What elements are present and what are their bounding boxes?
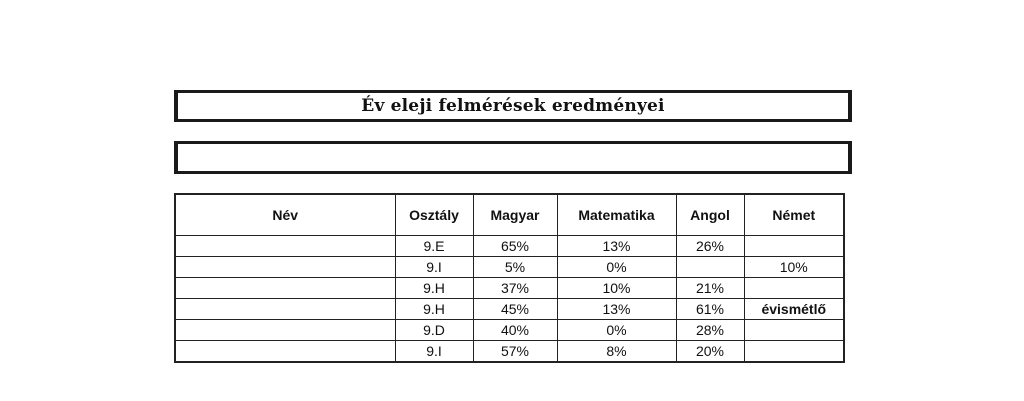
cell-nemet: évismétlő: [744, 299, 844, 320]
cell-name: [175, 299, 395, 320]
cell-angol: 21%: [676, 278, 744, 299]
table-row: [175, 299, 844, 320]
table-header-row: [175, 194, 844, 236]
cell-name: [175, 341, 395, 363]
cell-class: 9.H: [395, 299, 473, 320]
cell-matematika: 10%: [557, 278, 676, 299]
results-table: [174, 193, 845, 363]
cell-angol: 61%: [676, 299, 744, 320]
cell-magyar: 57%: [473, 341, 557, 363]
cell-matematika: 13%: [557, 236, 676, 257]
cell-matematika: 0%: [557, 320, 676, 341]
header-magyar: Magyar: [473, 194, 557, 236]
cell-magyar: 45%: [473, 299, 557, 320]
cell-magyar: 37%: [473, 278, 557, 299]
cell-matematika: 13%: [557, 299, 676, 320]
title-box: [174, 90, 852, 122]
cell-magyar: 40%: [473, 320, 557, 341]
header-matematika: Matematika: [557, 194, 676, 236]
cell-nemet: [744, 341, 844, 363]
header-angol: Angol: [676, 194, 744, 236]
cell-angol: 20%: [676, 341, 744, 363]
table-row: [175, 257, 844, 278]
cell-class: 9.I: [395, 257, 473, 278]
document-title: Év eleji felmérések eredményei: [361, 96, 665, 116]
cell-angol: 28%: [676, 320, 744, 341]
cell-magyar: 5%: [473, 257, 557, 278]
cell-name: [175, 236, 395, 257]
cell-nemet: [744, 278, 844, 299]
cell-nemet: [744, 236, 844, 257]
cell-name: [175, 257, 395, 278]
header-osztaly: Osztály: [395, 194, 473, 236]
cell-matematika: 0%: [557, 257, 676, 278]
table-row: [175, 341, 844, 363]
header-nemet: Német: [744, 194, 844, 236]
cell-class: 9.D: [395, 320, 473, 341]
cell-nemet: 10%: [744, 257, 844, 278]
subtitle-box: [174, 141, 852, 174]
cell-name: [175, 320, 395, 341]
cell-angol: 26%: [676, 236, 744, 257]
table-row: [175, 278, 844, 299]
cell-angol: [676, 257, 744, 278]
cell-nemet: [744, 320, 844, 341]
header-nev: Név: [175, 194, 395, 236]
cell-matematika: 8%: [557, 341, 676, 363]
table-row: [175, 236, 844, 257]
cell-class: 9.I: [395, 341, 473, 363]
cell-class: 9.E: [395, 236, 473, 257]
cell-magyar: 65%: [473, 236, 557, 257]
cell-class: 9.H: [395, 278, 473, 299]
table-row: [175, 320, 844, 341]
cell-name: [175, 278, 395, 299]
